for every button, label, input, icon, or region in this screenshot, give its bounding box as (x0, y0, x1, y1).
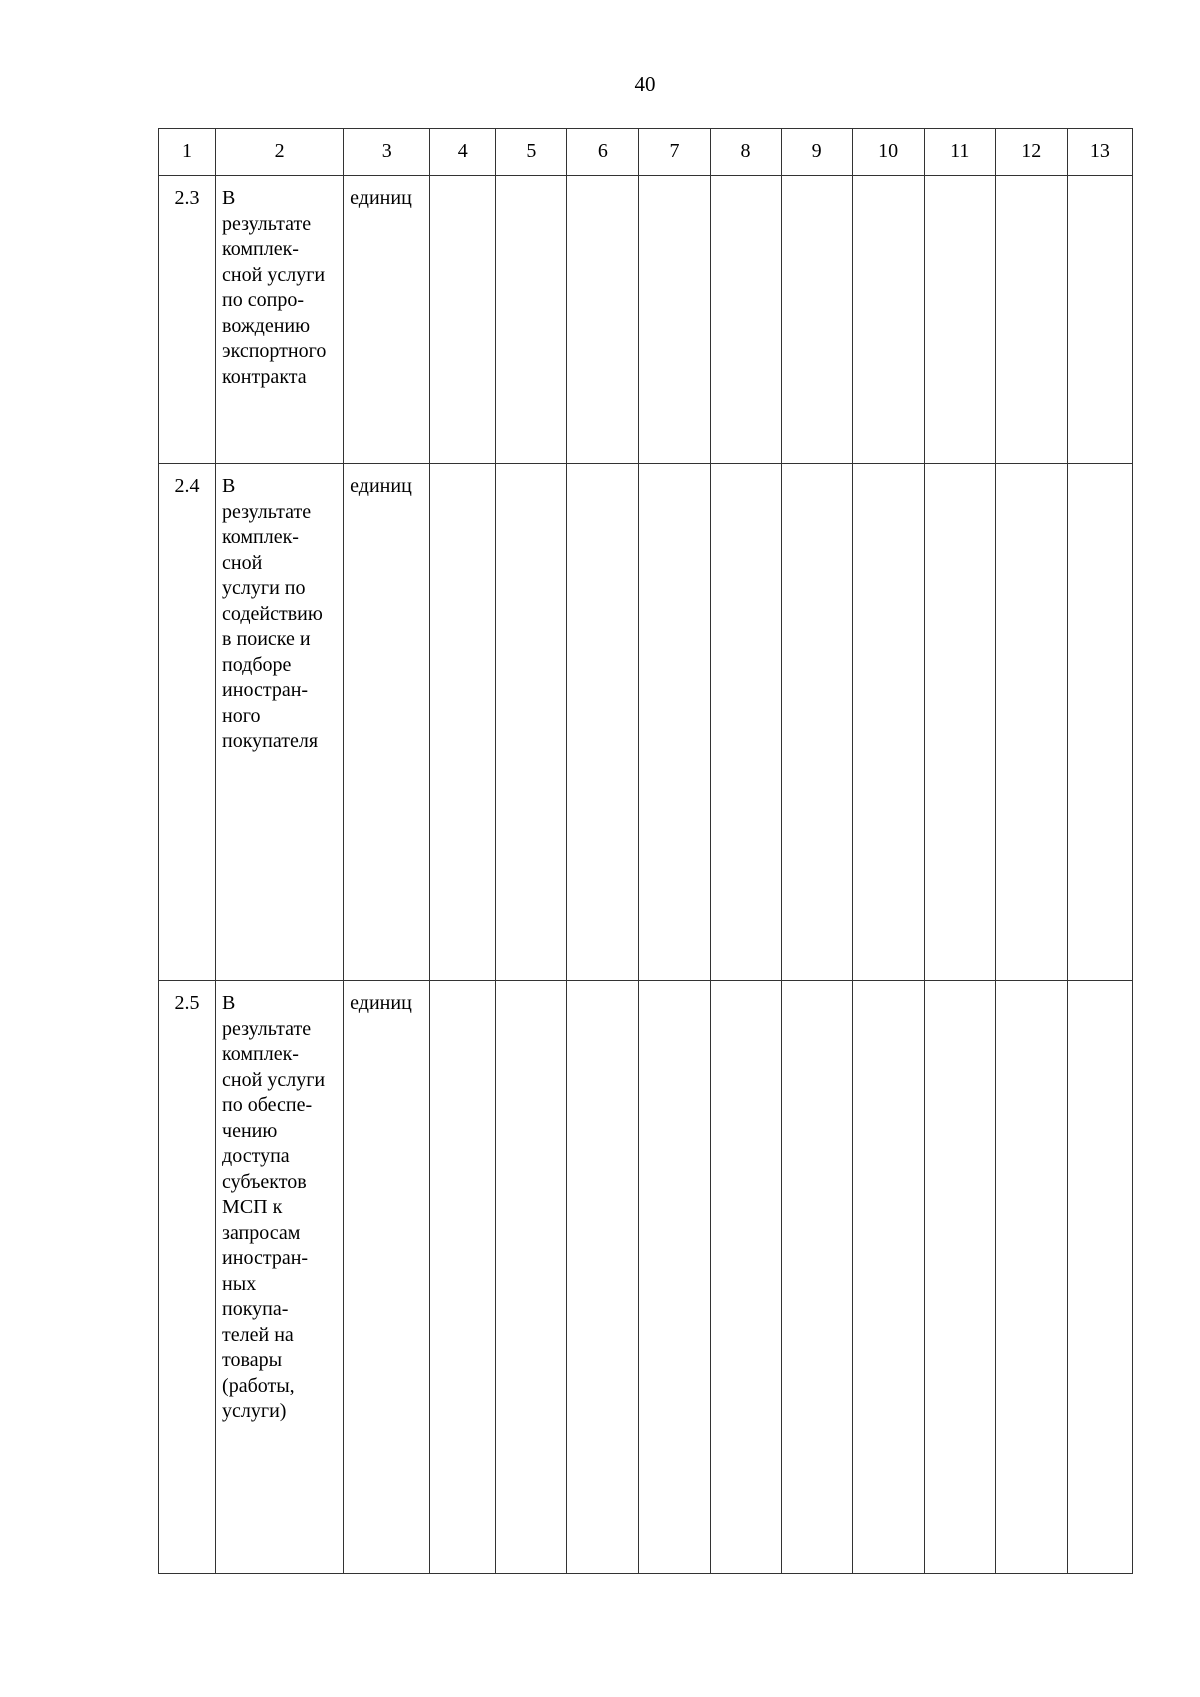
indicator-name-line: контракта (222, 365, 307, 388)
value-cell (710, 464, 781, 981)
indicator-name-line: (работы, (222, 1374, 295, 1397)
value-cell (781, 176, 852, 464)
value-cell (852, 981, 924, 1574)
column-header: 12 (995, 129, 1067, 176)
value-cell (852, 464, 924, 981)
indicator-name-line: в поиске и (222, 628, 311, 650)
indicator-name-line: покупателя (222, 730, 319, 752)
row-number: 2.4 (159, 464, 216, 981)
indicator-name-line: телей на (222, 1323, 294, 1346)
table-row (159, 176, 1133, 464)
indicator-name-line: В (222, 187, 236, 209)
indicator-name-line: по сопро- (222, 289, 304, 311)
column-header: 10 (852, 129, 924, 176)
value-cell (1067, 981, 1132, 1574)
indicator-name (216, 464, 344, 981)
indicator-name-line: подборе (222, 653, 292, 676)
value-cell (1067, 464, 1132, 981)
indicator-name-line: иностран- (222, 1247, 309, 1269)
table-row (159, 981, 1133, 1574)
indicator-name-line: сной услуги (222, 263, 326, 286)
value-cell (496, 176, 567, 464)
indicator-name-line: услуги по (222, 577, 306, 599)
value-cell (710, 981, 781, 1574)
indicator-name-line: услуги) (222, 1400, 287, 1422)
indicator-name-line: содействию (222, 602, 323, 625)
value-cell (781, 464, 852, 981)
indicator-name-line: ных (222, 1272, 257, 1295)
value-cell (995, 464, 1067, 981)
value-cell (710, 176, 781, 464)
value-cell (430, 981, 496, 1574)
indicator-name-line: В (222, 475, 236, 497)
column-header: 9 (781, 129, 852, 176)
indicator-name-line: сной услуги (222, 1068, 326, 1091)
indicator-name-line: покупа- (222, 1298, 289, 1320)
indicator-name-line: комплек- (222, 238, 299, 260)
page-number: 40 (634, 72, 656, 96)
indicator-name (216, 981, 344, 1574)
column-number-header-row (159, 129, 1133, 176)
indicator-name-line: результате (222, 500, 312, 523)
indicator-name-line: комплек- (222, 526, 299, 548)
value-cell (924, 176, 995, 464)
indicator-name-line: по обеспе- (222, 1094, 313, 1116)
indicator-name-line: вождению (222, 314, 311, 337)
column-header: 1 (159, 129, 216, 176)
value-cell (781, 981, 852, 1574)
value-cell (995, 981, 1067, 1574)
table-row (159, 464, 1133, 981)
value-cell (924, 981, 995, 1574)
indicator-name-line: товары (222, 1349, 283, 1371)
indicator-name-line: субъектов (222, 1170, 307, 1193)
indicator-name (216, 176, 344, 464)
indicator-name-line: результате (222, 1017, 312, 1040)
indicator-name-line: В (222, 992, 236, 1014)
column-header: 2 (216, 129, 344, 176)
value-cell (639, 464, 710, 981)
indicator-name-line: сной (222, 551, 263, 574)
value-cell (430, 176, 496, 464)
indicator-name-line: иностран- (222, 679, 309, 701)
column-header: 3 (344, 129, 430, 176)
column-header: 4 (430, 129, 496, 176)
indicator-name-line: экспортного (222, 340, 327, 362)
value-cell (924, 464, 995, 981)
value-cell (1067, 176, 1132, 464)
value-cell (567, 981, 639, 1574)
unit-of-measure: единиц (344, 981, 430, 1574)
column-header: 5 (496, 129, 567, 176)
column-header: 7 (639, 129, 710, 176)
row-number: 2.5 (159, 981, 216, 1574)
column-header: 13 (1067, 129, 1132, 176)
unit-of-measure: единиц (344, 176, 430, 464)
row-number: 2.3 (159, 176, 216, 464)
value-cell (567, 464, 639, 981)
value-cell (567, 176, 639, 464)
indicator-name-line: чению (222, 1119, 278, 1142)
indicator-name-line: доступа (222, 1145, 290, 1167)
indicator-name-line: комплек- (222, 1043, 299, 1065)
value-cell (639, 176, 710, 464)
unit-of-measure: единиц (344, 464, 430, 981)
column-header: 6 (567, 129, 639, 176)
indicator-name-line: результате (222, 212, 312, 235)
indicators-table (158, 128, 1133, 1574)
indicator-name-line: МСП к (222, 1196, 283, 1218)
value-cell (496, 464, 567, 981)
value-cell (639, 981, 710, 1574)
value-cell (995, 176, 1067, 464)
column-header: 11 (924, 129, 995, 176)
column-header: 8 (710, 129, 781, 176)
value-cell (430, 464, 496, 981)
value-cell (496, 981, 567, 1574)
indicator-name-line: запросам (222, 1221, 301, 1244)
value-cell (852, 176, 924, 464)
indicator-name-line: ного (222, 704, 261, 727)
